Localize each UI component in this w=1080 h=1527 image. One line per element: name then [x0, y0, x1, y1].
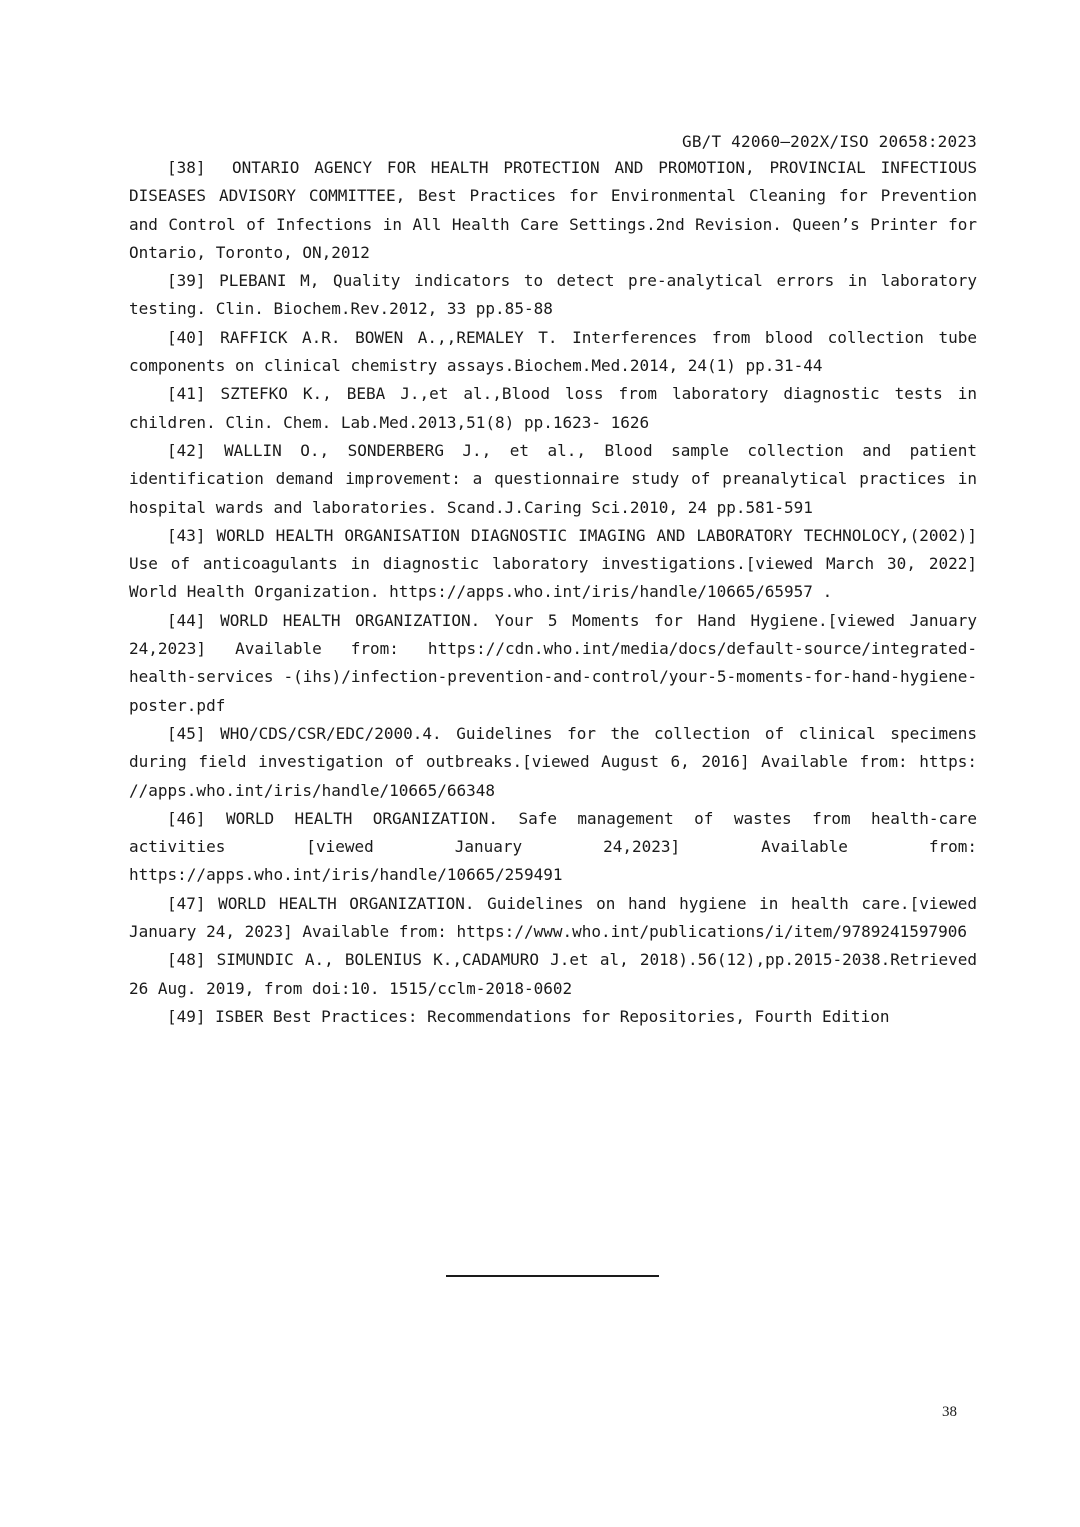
reference-item: [44] WORLD HEALTH ORGANIZATION. Your 5 Moments for Hand Hygiene.[viewed January 24,2023] Available from: https://cdn.who.int/media/docs/default-source/integrated-health-services -(ihs)/infection-prevention-and-control/your-5-moments-for-hand-hygiene-poster.pdf: [129, 610, 977, 715]
reference-list: [129, 154, 977, 1031]
reference-item: [43] WORLD HEALTH ORGANISATION DIAGNOSTIC IMAGING AND LABORATORY TECHNOLOCY,(2002)] Use of anticoagulants in diagnostic laboratory investigations.[viewed March 30, 2022] World Health Organization. https://apps.who.int/iris/handle/10665/65957 .: [129, 525, 977, 602]
reference-item: [45] WHO/CDS/CSR/EDC/2000.4. Guidelines for the collection of clinical specimens during field investigation of outbreaks.[viewed August 6, 2016] Available from: https: //apps.who.int/iris/handle/10665/66348: [129, 723, 977, 800]
reference-item: [48] SIMUNDIC A., BOLENIUS K.,CADAMURO J.et al, 2018).56(12),pp.2015-2038.Retrieved 26 Aug. 2019, from doi:10. 1515/cclm-2018-0602: [129, 950, 977, 998]
reference-item: [47] WORLD HEALTH ORGANIZATION. Guidelines on hand hygiene in health care.[viewed January 24, 2023] Available from: https://www.who.int/publications/i/item/9789241597906: [129, 893, 977, 942]
end-of-document-rule: [446, 1275, 659, 1277]
reference-item: [49] ISBER Best Practices: Recommendations for Repositories, Fourth Edition: [167, 1006, 890, 1026]
reference-item: [40] RAFFICK A.R. BOWEN A.,,REMALEY T. Interferences from blood collection tube components on clinical chemistry assays.Biochem.Med.2014, 24(1) pp.31-44: [129, 327, 977, 376]
reference-item: [38] ONTARIO AGENCY FOR HEALTH PROTECTION AND PROMOTION, PROVINCIAL INFECTIOUS DISEASES ADVISORY COMMITTEE, Best Practices for Environmental Cleaning for Prevention and Control of Infections in All Health Care Settings.2nd Revision. Queen’s Printer for Ontario, Toronto, ON,2012: [129, 158, 977, 262]
reference-item: [39] PLEBANI M, Quality indicators to detect pre-analytical errors in laboratory testing. Clin. Biochem.Rev.2012, 33 pp.85-88: [129, 271, 977, 319]
reference-item: [46] WORLD HEALTH ORGANIZATION. Safe management of wastes from health-care activities [viewed January 24,2023] Available from: https://apps.who.int/iris/handle/10665/259491: [129, 808, 977, 885]
reference-item: [42] WALLIN O., SONDERBERG J., et al., Blood sample collection and patient identification demand improvement: a questionnaire study of preanalytical practices in hospital wards and laboratories. Scand.J.Caring Sci.2010, 24 pp.581-591: [129, 440, 977, 517]
standard-code-header: GB/T 42060—202X/ISO 20658:2023: [682, 132, 977, 151]
page-number: 38: [942, 1404, 957, 1420]
reference-item: [41] SZTEFKO K., BEBA J.,et al.,Blood loss from laboratory diagnostic tests in children. Clin. Chem. Lab.Med.2013,51(8) pp.1623- 1626: [129, 384, 977, 432]
